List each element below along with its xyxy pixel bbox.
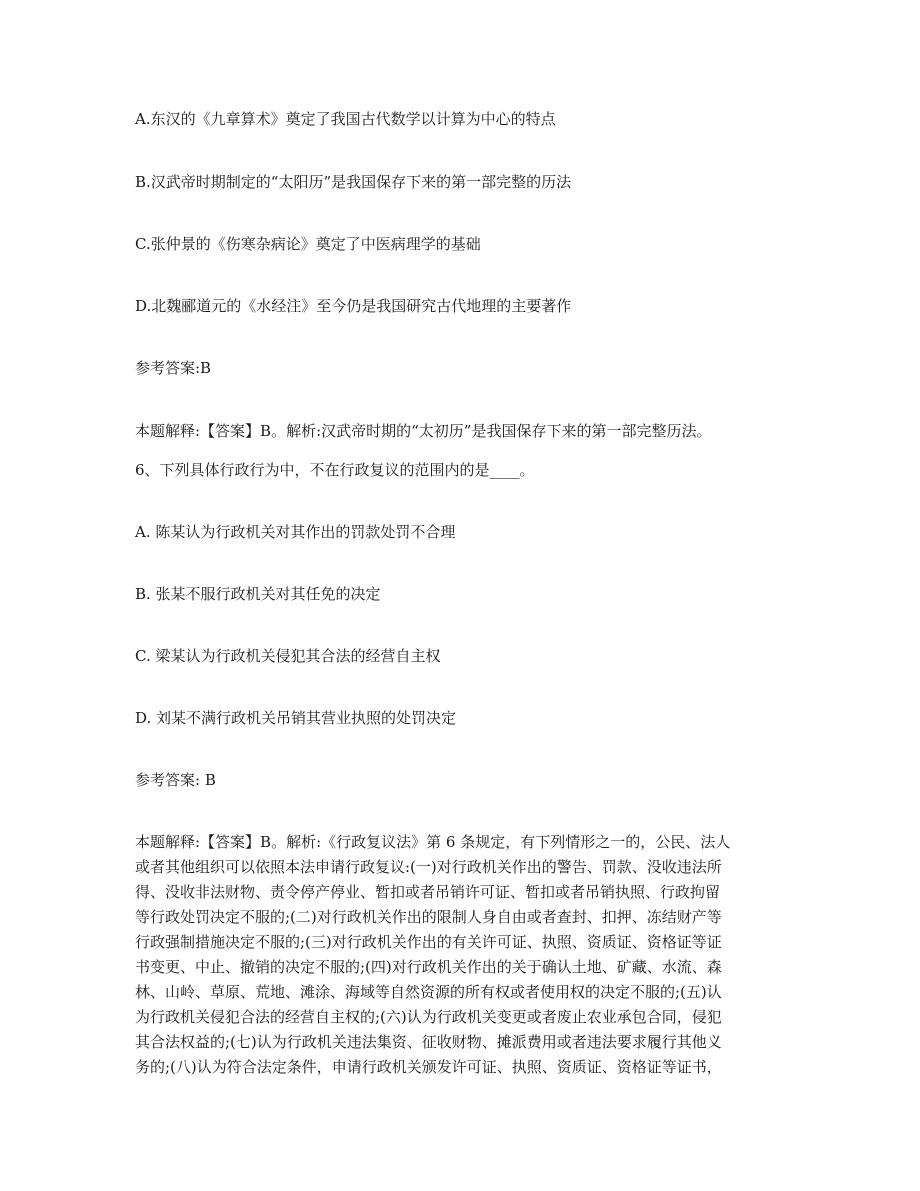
explanation-line: 为行政机关侵犯合法的经营自主权的;(六)认为行政机关变更或者废止农业承包合同，侵犯	[135, 1008, 722, 1026]
explanation-line: 得、没收非法财物、责令停产停业、暂扣或者吊销许可证、暂扣或者吊销执照、行政拘留	[135, 883, 721, 901]
q2-explanation	[135, 830, 785, 1080]
q2-option-d: D. 刘某不满行政机关吊销其营业执照的处罚决定	[135, 709, 457, 727]
explanation-line: 行政强制措施决定不服的;(三)对行政机关作出的有关许可证、执照、资质证、资格证等证	[135, 933, 722, 951]
explanation-line: 或者其他组织可以依照本法申请行政复议:(一)对行政机关作出的警告、罚款、没收违法所	[135, 858, 722, 876]
explanation-line: 等行政处罚决定不服的;(二)对行政机关作出的限制人身自由或者查封、扣押、冻结财产等	[135, 908, 722, 926]
explanation-line: 本题解释:【答案】B。解析:《行政复议法》第 6 条规定，有下列情形之一的，公民、法人	[135, 833, 731, 851]
explanation-line: 书变更、中止、撤销的决定不服的;(四)对行政机关作出的关于确认土地、矿藏、水流、森	[135, 958, 722, 976]
explanation-line: 林、山岭、草原、荒地、滩涂、海域等自然资源的所有权或者使用权的决定不服的;(五)认	[135, 983, 722, 1001]
q1-option-a: A.东汉的《九章算术》奠定了我国古代数学以计算为中心的特点	[135, 110, 556, 128]
explanation-line: 其合法权益的;(七)认为行政机关违法集资、征收财物、摊派费用或者违法要求履行其他义	[135, 1033, 722, 1051]
q1-explanation: 本题解释:【答案】B。解析:汉武帝时期的“太初历”是我国保存下来的第一部完整历法。	[135, 422, 712, 440]
q1-option-d: D.北魏郦道元的《水经注》至今仍是我国研究古代地理的主要著作	[135, 297, 572, 315]
q2-option-b: B. 张某不服行政机关对其任免的决定	[135, 585, 381, 603]
q1-answer: 参考答案:B	[135, 359, 212, 377]
q2-question: 6、下列具体行政行为中，不在行政复议的范围内的是____。	[135, 461, 535, 479]
explanation-line: 务的;(八)认为符合法定条件，申请行政机关颁发许可证、执照、资质证、资格证等证书，	[135, 1058, 722, 1076]
q2-option-a: A. 陈某认为行政机关对其作出的罚款处罚不合理	[135, 523, 456, 541]
q1-option-c: C.张仲景的《伤寒杂病论》奠定了中医病理学的基础	[135, 235, 481, 253]
q2-option-c: C. 梁某认为行政机关侵犯其合法的经营自主权	[135, 647, 441, 665]
q1-option-b: B.汉武帝时期制定的“太阳历”是我国保存下来的第一部完整的历法	[135, 173, 572, 191]
q2-answer: 参考答案: B	[135, 771, 216, 789]
